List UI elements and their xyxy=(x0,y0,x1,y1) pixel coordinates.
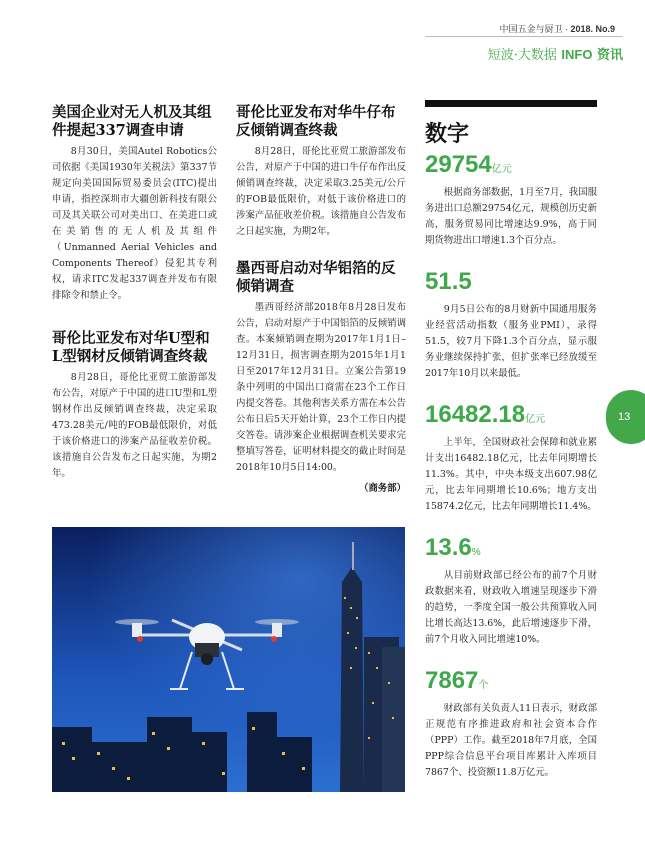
stat-item xyxy=(425,267,597,382)
stat-text: 上半年，全国财政社会保障和就业累计支出16482.18亿元，比去年同期增长11.3%。其中，中央本级支出607.98亿元，比去年同期增长10.6%；地方支出15874.2亿元，比去年同期增长11.4%。 xyxy=(425,437,597,512)
section-title-cn: 短波·大数据 xyxy=(487,48,557,63)
drone-city-photo xyxy=(52,527,405,792)
stat-number: 13.6% xyxy=(425,534,481,561)
article-uav-337 xyxy=(52,104,217,304)
stat-item xyxy=(425,400,597,515)
stat-text: 从目前财政部已经公布的前7个月财政数据来看，财政收入增速呈现逐步下滑的趋势，一季度全国一般公共预算收入同比增长高达13.6%，此后增速逐步下滑，前7个月收入同比增速10%。 xyxy=(425,570,597,645)
page-number: 13 xyxy=(618,411,631,423)
section-title-info: INFO xyxy=(561,47,593,62)
article-title: 哥伦比亚发布对华牛仔布反倾销调查终裁 xyxy=(236,104,396,139)
middle-column xyxy=(236,104,406,494)
stat-unit: 个 xyxy=(478,680,489,691)
stat-number: 16482.18亿元 xyxy=(425,401,546,428)
article-title: 墨西哥启动对华铝箔的反倾销调查 xyxy=(236,260,396,295)
article-body: 墨西哥经济部2018年8月28日发布公告，启动对原产于中国铝箔的反倾销调查。本案倾销调查期为2017年1月1日–12月31日，损害调查期为2015年1月1日至2017年12月31日。立案公告第19条中列明的中国出口商需在23个工作日内提交答卷。其他利害关系方需在本公告公布日后5天开始计算，23个工作日内提交答卷。请涉案企业根据调查机关要求完整填写答卷，证明材料提交的截止时间是2018年10月5日14:00。 xyxy=(236,302,406,473)
article-mexico-aluminum xyxy=(236,260,406,494)
article-title: 哥伦比亚发布对华U型和L型钢材反倾销调查终裁 xyxy=(52,330,210,365)
article-colombia-steel xyxy=(52,330,217,482)
issue-number: 2018. No.9 xyxy=(570,24,615,34)
drone-photo-illustration xyxy=(52,527,405,792)
stat-text: 根据商务部数据，1月至7月，我国服务进出口总额29754亿元，规模创历史新高，服务贸易同比增速达9.9%，高于同期货物进出口增速1.3个百分点。 xyxy=(425,187,597,246)
publication-header xyxy=(499,22,615,35)
stat-unit: 亿元 xyxy=(525,414,546,425)
page-number-tab xyxy=(606,390,645,444)
stat-item xyxy=(425,666,597,781)
section-title-zixun: 资讯 xyxy=(596,48,623,63)
article-title: 美国企业对无人机及其组件提起337调查申请 xyxy=(52,104,212,139)
stat-item xyxy=(425,533,597,648)
publication-name: 中国五金与厨卫 · xyxy=(499,24,571,34)
article-colombia-denim xyxy=(236,104,406,240)
stat-item xyxy=(425,150,597,249)
stat-unit: % xyxy=(471,547,481,558)
left-column xyxy=(52,104,217,482)
section-title xyxy=(0,44,623,63)
sidebar-rule xyxy=(425,100,597,107)
sidebar-heading: 数字 xyxy=(425,121,470,146)
stat-text: 9月5日公布的8月财新中国通用服务业经营活动指数（服务业PMI），录得51.5，较7月下降1.3个百分点，显示服务业继续保持扩张，但扩张率已经放缓至2017年10月以来最低。 xyxy=(425,304,597,379)
stat-text: 财政部有关负责人11日表示，财政部正规范有序推进政府和社会资本合作（PPP）工作。截至2018年7月底，全国PPP综合信息平台项目库累计入库项目7867个、投资额11.8万亿元。 xyxy=(425,703,597,778)
header-divider xyxy=(425,36,623,37)
stat-number: 51.5 xyxy=(425,268,472,295)
article-body: 8月30日，美国Autel Robotics公司依据《美国1930年关税法》第337节规定向美国国际贸易委员会(ITC)提出申请，指控深圳市大疆创新科技有限公司及其关联公司对美出口、在美进口或在美销售的无人机及其组件（Unmanned Aerial Vehicles and Components Thereof）侵犯其专利权，请求ITC发起337调查并发布有限排除令和禁止令。 xyxy=(52,146,217,301)
stat-number: 7867个 xyxy=(425,667,489,694)
stat-unit: 亿元 xyxy=(491,164,512,175)
article-source: （商务部） xyxy=(359,483,406,494)
article-body: 8月28日，哥伦比亚贸工旅游部发布公告，对原产于中国的进口牛仔布作出反倾销调查终裁，决定采取3.25美元/公斤的FOB最低限价，对低于该价格进口的涉案产品征收差价税。该措施自公告发布之日起实施，为期2年。 xyxy=(236,146,406,237)
article-body: 8月28日，哥伦比亚贸工旅游部发布公告，对原产于中国的进口U型和L型钢材作出反倾销调查终裁，决定采取473.28美元/吨的FOB最低限价，对低于该价格进口的涉案产品征收差价税。该措施自公告发布之日起实施，为期2年。 xyxy=(52,372,217,479)
stat-number: 29754亿元 xyxy=(425,151,512,178)
numbers-sidebar xyxy=(425,100,597,799)
